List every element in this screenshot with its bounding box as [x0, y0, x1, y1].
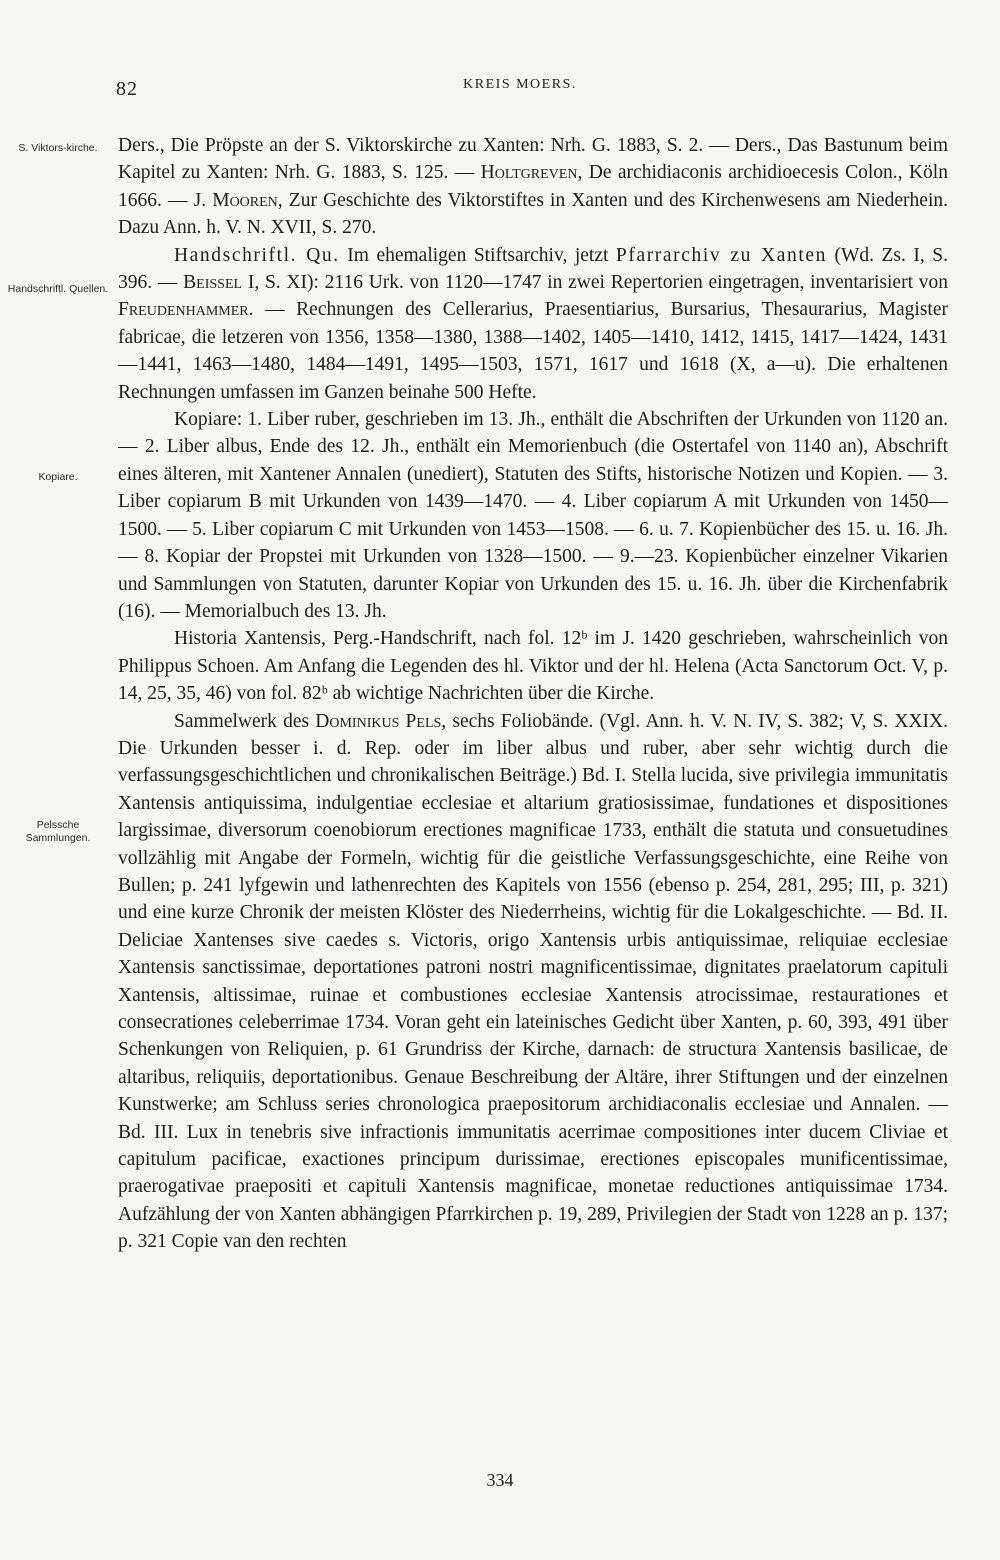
running-head: [0, 77, 1000, 93]
text-run: (Wd. Zs. I, S. 396. —: [118, 244, 948, 294]
paragraph-kopiare: Kopiare: 1. Liber ruber, geschrieben im 13. Jh., enthält die Abschriften der Urkunden von 1120 an. — 2. Liber albus, Ende des 12. Jh., enthält ein Memorienbuch (die Ostertafel von 1140 an), Abschrift eines älteren, mit Xantener Annalen (unediert), Statuten des Stifts, historische Notizen und Kopien. — 3. Liber copiarum B mit Urkunden von 1439—1470. — 4. Liber copiarum A mit Urkunden von 1450—1500. — 5. Liber copiarum C mit Urkunden von 1453—1508. — 6. u. 7. Kopienbücher des 15. u. 16. Jh. — 8. Kopiar der Propstei mit Urkunden von 1328—1500. — 9.—23. Kopienbücher einzelner Vikarien und Sammlungen von Statuten, darunter Kopiar von Urkunden des 15. u. 16. Jh. über die Kirchenfabrik (16). — Memorialbuch des 13. Jh.: [118, 409, 948, 622]
spaced-text: Pfarrarchiv zu Xanten: [615, 244, 827, 266]
text-run: Sammelwerk des: [174, 710, 316, 732]
sheet-number: 334: [486, 1470, 514, 1490]
margin-note-handschriftl-quellen: Handschriftl. Quellen.: [7, 283, 109, 295]
text-run: , sechs Foliobände. (Vgl. Ann. h. V. N. IV, S. 382; V, S. XXIX. Die Urkunden besser i. d. Rep. oder im liber albus und ruber, aber sehr wichtig durch die verfassungsgeschichtlichen und chronikalischen Beiträge.) Bd. I. Stella lucida, sive privilegia immunitatis Xantensis antiquissima, indulgentiae ecclesiae et altarium gratiosissimae, fundationes et dispositiones largissimae, diversorum coenobiorum erectiones magnificae 1733, enthält die statuta und consuetudines vollzählig mit Angabe der Formeln, wichtig für die geistliche Verfassungsgeschichte, eine Reihe von Bullen; p. 241 lyfgewin und lathenrechten des Kapitels von 1556 (ebenso p. 254, 281, 295; III, p. 321) und eine kurze Chronik der meisten Klöster des Niederrheins, wichtig für die Lokalgeschichte. — Bd. II. Deliciae Xantenses sive caedes s. Victoris, origo Xantensis urbis antiquissimae, reliquiae ecclesiae Xantensis sanctissimae, deportationes patroni nostri magnificentissimae, dignitates praelatorum capituli Xantensis, altissimae, ruinae et combustiones ecclesiae Xantensis atrocissimae, restaurationes et consecrationes celeberrimae 1734. Voran geht ein lateinisches Gedicht über Xanten, p. 60, 393, 491 über Schenkungen von Reliquien, p. 61 Grundriss der Kirche, darnach: de structura Xantensis basilicae, de altaribus, reliquiis, deportationibus. Genaue Beschreibung der Altäre, ihrer Stiftungen und der einzelnen Kunstwerke; am Schluss series chronologica praepositorum archidiaconalis ecclesiae und Annalen. — Bd. III. Lux in tenebris sive infractionis immunitatis acerrimae compositiones inter ducem Cliviae et capitulum pacificae, exactiones principum durissimae, erectiones episcopales munificentissimae, praerogativae praepositi et capituli Xantensis magnificae, monetae reductiones antiquissimae 1734. Aufzählung der von Xanten abhängigen Pfarrkirchen p. 19, 289, Privilegien der Stadt von 1228 an p. 137; p. 321 Copie van den rechten: [118, 710, 948, 1253]
running-head-title: KREIS MOERS.: [463, 77, 577, 92]
paragraph-handschriften: [118, 242, 948, 406]
paragraph-historia-xantensis: Historia Xantensis, Perg.-Handschrift, nach fol. 12ᵇ im J. 1420 geschrieben, wahrscheinlich von Philippus Schoen. Am Anfang die Legenden des hl. Viktor und der hl. Helena (Acta Sanctorum Oct. V, p. 14, 25, 35, 46) von fol. 82ᵇ ab wichtige Nachrichten über die Kirche.: [118, 628, 948, 705]
text-run: , Zur Geschichte des Viktorstiftes in Xanten und des Kirchenwesens am Niederhein. Dazu Ann. h. V. N. XVII, S. 270.: [118, 189, 948, 239]
text-run: , De archidiaconis archidioecesis Colon., Köln 1666. — J.: [118, 162, 948, 211]
margin-note-pelssche-sammlungen: Pelssche Sammlungen.: [25, 819, 91, 844]
section-lead: Handschriftl. Qu.: [174, 244, 340, 266]
paragraph-literature: [118, 132, 948, 242]
author-name: Beissel: [183, 272, 243, 294]
main-text: [118, 132, 948, 1256]
text-run: I, S. XI): 2116 Urk. von 1120—1747 in zwei Repertorien eingetragen, inventarisiert von: [242, 272, 949, 294]
text-run: Ders., Die Pröpste an der S. Viktorskirche zu Xanten: Nrh. G. 1883, S. 2. — Ders., Das Bastunum beim Kapitel zu Xanten: Nrh. G. 1883, S. 125. —: [118, 135, 948, 184]
margin-note-kopiare: Kopiare.: [38, 471, 78, 483]
paragraph-sammelwerk-pels: [118, 708, 948, 1256]
margin-note-viktorskirche: S. Viktors-kirche.: [18, 142, 98, 154]
page-number: 82: [116, 78, 138, 100]
text-run: . — Rechnungen des Cellerarius, Praesentiarius, Bursarius, Thesaurarius, Magister fabricae, die letzeren von 1356, 1358—1380, 1388—1402, 1405—1410, 1412, 1415, 1417—1424, 1431—1441, 1463—1480, 1484—1491, 1495—1503, 1571, 1617 und 1618 (X, a—u). Die erhaltenen Rechnungen umfassen im Ganzen beinahe 500 Hefte.: [118, 299, 948, 403]
text-run: Im ehemaligen Stiftsarchiv, jetzt: [339, 244, 616, 266]
author-name: Mooren: [212, 189, 278, 211]
author-name: Freudenhammer: [118, 299, 249, 321]
author-name: Dominikus Pels: [315, 710, 442, 732]
author-name: Holtgreven: [480, 162, 578, 184]
